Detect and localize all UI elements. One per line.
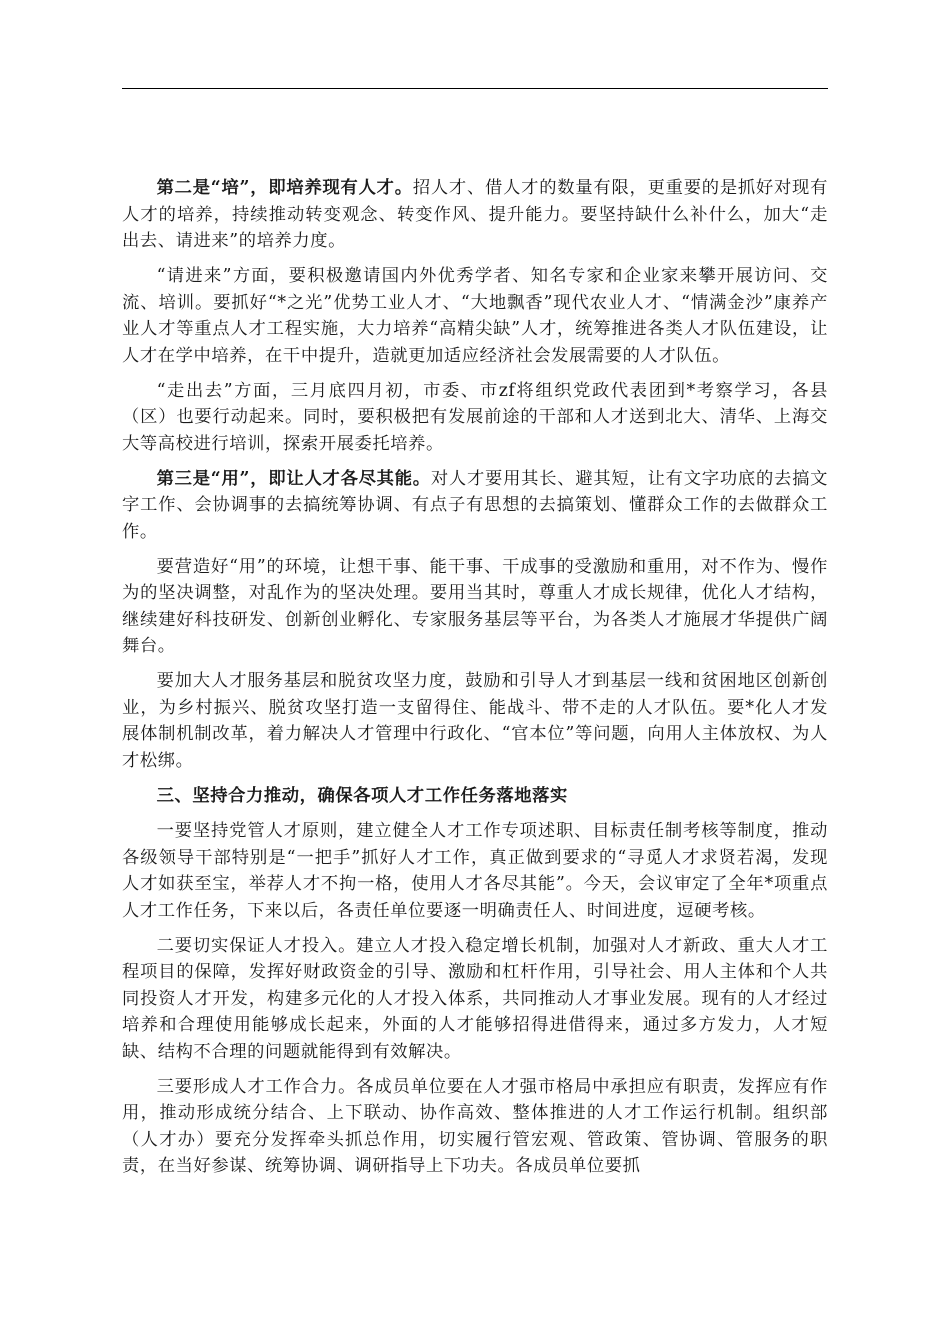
paragraph-party-management: 一要坚持党管人才原则，建立健全人才工作专项述职、目标责任制考核等制度，推动各级领导干部特别是“一把手”抓好人才工作，真正做到要求的“寻觅人才求贤若渴，发现人才如获至宝，举荐人才不拘一格，使用人才各尽其能”。今天，会议审定了全年*项重点人才工作任务，下来以后，各责任单位要逐一明确责任人、时间进度，逗硬考核。 (122, 821, 828, 921)
paragraph-synergy: 三要形成人才工作合力。各成员单位要在人才强市格局中承担应有职责，发挥应有作用，推动形成统分结合、上下联动、协作高效、整体推进的人才工作运行机制。组织部（人才办）要充分发挥牵头抓总作用，切实履行管宏观、管政策、管协调、管服务的职责，在当好参谋、统筹协调、调研指导上下功夫。各成员单位要抓 (122, 1076, 828, 1177)
paragraph-environment (122, 554, 828, 660)
paragraph-text: “请进来”方面，要积极邀请国内外优秀学者、知名专家和企业家来攀开展访问、交流、培训。要抓好“*之光”优势工业人才、“大地飘香”现代农业人才、“情满金沙”康养产业人才等重点人才工程实施，大力培养“高精尖缺”人才，统筹推进各类人才队伍建设，让人才在学中培养，在干中提升，造就更加适应经济社会发展需要的人才队伍。 (122, 266, 828, 366)
paragraph-text: 对人才要用其长、避其短，让有文字功底的去搞文字工作、会协调事的去搞统筹协调、有点子有思想的去搞策划、懂群众工作的去做群众工作。 (122, 468, 829, 542)
paragraph-lead: 第二是“培”，即培养现有人才。 (156, 178, 413, 198)
paragraph-text: 要营造好“用”的环境，让想干事、能干事、干成事的受激励和重用，对不作为、慢作为的坚决调整，对乱作为的坚决处理。要用当其时，尊重人才成长规律，优化人才结构，继续建好科技研发、创新创业孵化、专家服务基层等平台，为各类人才施展才华提供广阔舞台。 (122, 556, 828, 657)
paragraph-investment: 二要切实保证人才投入。建立人才投入稳定增长机制，加强对人才新政、重大人才工程项目的保障，发挥好财政资金的引导、激励和杠杆作用，引导社会、用人主体和个人共同投资人才开发，构建多元化的人才投入体系，共同推动人才事业发展。现有的人才经过培养和合理使用能够成长起来，外面的人才能够招得进借得来，通过多方发力，人才短缺、结构不合理的问题就能得到有效解决。 (122, 935, 828, 1062)
paragraph-cultivate (122, 175, 828, 255)
section-heading: 三、坚持合力推动，确保各项人才工作任务落地落实 (156, 786, 568, 807)
header-rule (122, 88, 828, 89)
paragraph-text: “走出去”方面，三月底四月初，市委、市zf将组织党政代表团到*考察学习，各县（区）也要行动起来。同时，要积极把有发展前途的干部和人才送到北大、清华、上海交大等高校进行培训，探索开展委托培养。 (122, 380, 828, 454)
paragraph-grassroots (122, 668, 828, 774)
paragraph-go-out (122, 378, 828, 458)
document-body (122, 175, 828, 1188)
paragraph-text: 招人才、借人才的数量有限，更重要的是抓好对现有人才的培养，持续推动转变观念、转变作风、提升能力。要坚持缺什么补什么，加大“走出去、请进来”的培养力度。 (122, 178, 828, 251)
paragraph-lead: 第三是“用”，即让人才各尽其能。 (156, 468, 431, 489)
paragraph-use (122, 466, 828, 546)
paragraph-text: 要加大人才服务基层和脱贫攻坚力度，鼓励和引导人才到基层一线和贫困地区创新创业，为乡村振兴、脱贫攻坚打造一支留得住、能战斗、带不走的人才队伍。要*化人才发展体制机制改革，着力解决人才管理中行政化、“官本位”等问题，向用人主体放权、为人才松绑。 (122, 671, 828, 771)
paragraph-invite-in (122, 263, 828, 369)
